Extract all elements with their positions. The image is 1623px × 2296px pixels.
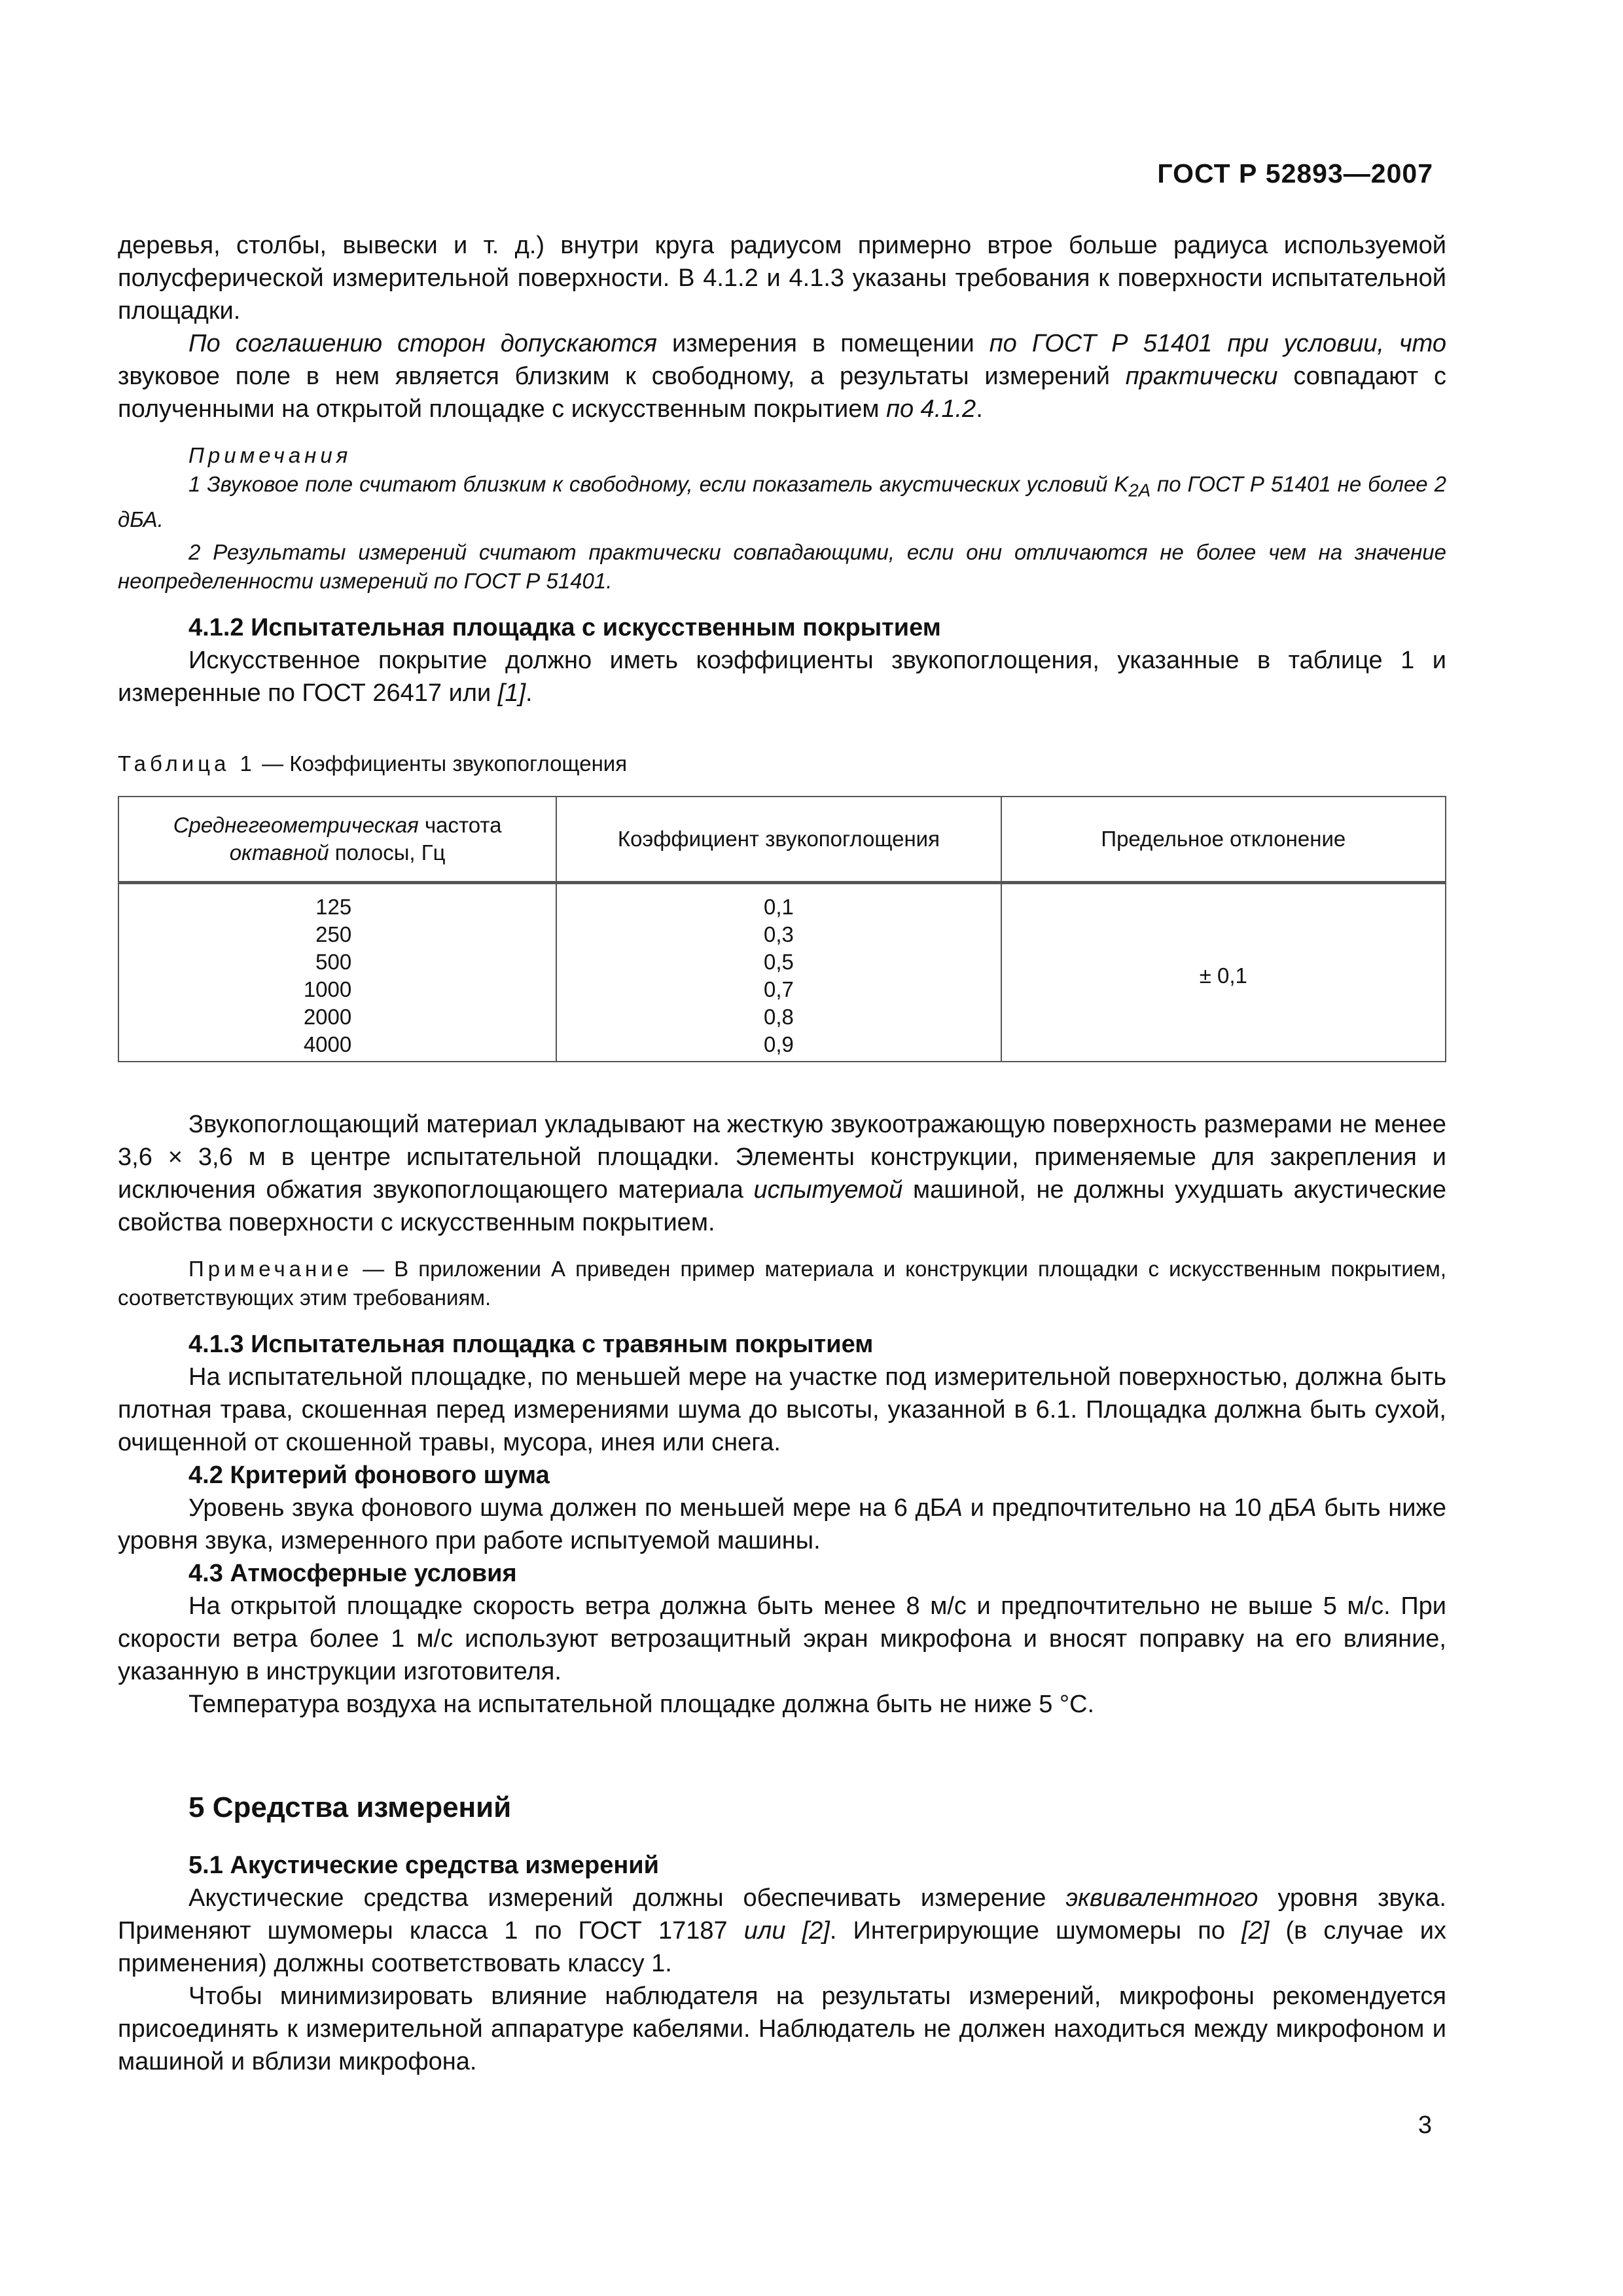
section-4-2-title: 4.2 Критерий фонового шума	[188, 1461, 550, 1489]
header-frequency: Среднегеометрическая частота октавной полосы, Гц	[118, 797, 556, 883]
notes-block	[118, 441, 1446, 596]
coefficient-value: 0,5	[763, 949, 794, 974]
section-4-3-text: На открытой площадке скорость ветра должна быть менее 8 м/с и предпочтительно не выше 5 м/с. При скорости ветра более 1 м/с используют ветрозащитный экран микрофона и вносят поправку на его влияние, указанную в инструкции изготовителя.	[118, 1592, 1446, 1685]
section-4-1-2-text: Искусственное покрытие должно иметь коэффициенты звукопоглощения, указанные в таблице 1 и измеренные по ГОСТ 26417 или [1].	[118, 646, 1446, 707]
note-appendix: Примечание — В приложении А приведен пример материала и конструкции площадки с искусственным покрытием, соответствующих этим требованиям.	[118, 1256, 1446, 1310]
deviation-cell: ± 0,1	[1001, 882, 1446, 1062]
coefficient-value: 0,8	[763, 1004, 794, 1029]
coefficient-value: 0,7	[763, 977, 794, 1001]
frequency-value: 1000	[303, 977, 352, 1001]
frequency-value: 2000	[303, 1004, 352, 1029]
section-4-1-3-title: 4.1.3 Испытательная площадка с травяным покрытием	[188, 1330, 874, 1358]
header-deviation: Предельное отклонение	[1001, 797, 1446, 883]
section-5-1-title: 5.1 Акустические средства измерений	[188, 1851, 659, 1879]
coefficient-value: 0,3	[763, 922, 794, 946]
coefficient-value: 0,1	[763, 894, 794, 919]
section-4-3-title: 4.3 Атмосферные условия	[188, 1559, 517, 1587]
frequency-value: 125	[315, 894, 352, 919]
frequency-value: 4000	[303, 1031, 352, 1056]
section-5-title: 5 Средства измерений	[188, 1791, 512, 1823]
page-body	[118, 229, 1446, 2078]
sound-absorption-table	[118, 796, 1446, 1062]
header-coefficient: Коэффициент звукопоглощения	[556, 797, 1001, 883]
frequency-value: 500	[315, 949, 352, 974]
section-4-1-2-title: 4.1.2 Испытательная площадка с искусственным покрытием	[188, 613, 941, 641]
section-5-1-text: Акустические средства измерений должны обеспечивать измерение эквивалентного уровня звука. Применяют шумомеры класса 1 по ГОСТ 17187 или [2]. Интегрирующие шумомеры по [2] (в случае их применения) должны соответствовать классу 1.	[118, 1884, 1446, 1977]
section-4-1-3-text: На испытательной площадке, по меньшей мере на участке под измерительной поверхностью, должна быть плотная трава, скошенная перед измерениями шума до высоты, указанной в 6.1. Площадка должна быть сухой, очищенной от скошенной травы, мусора, инея или снега.	[118, 1363, 1446, 1456]
frequency-cell	[118, 882, 556, 1062]
document-code: ГОСТ Р 52893—2007	[1157, 158, 1433, 188]
note-2: 2 Результаты измерений считают практически совпадающими, если они отличаются не более чем на значение неопределенности измерений по ГОСТ Р 51401.	[118, 539, 1446, 593]
note-1: 1 Звуковое поле считают близким к свободному, если показатель акустических условий $K_{2A}$ по ГОСТ Р 51401 не более 2 дБА.	[118, 472, 1446, 531]
intro-paragraph: деревья, столбы, вывески и т. д.) внутри круга радиусом примерно втрое больше радиуса используемой полусферической измерительной поверхности. В 4.1.2 и 4.1.3 указаны требования к поверхности испытательной площадки.	[118, 232, 1446, 325]
page-number: 3	[1418, 2111, 1432, 2139]
notes-heading: Примечания	[188, 443, 352, 467]
section-4-3-temperature: Температура воздуха на испытательной площадке должна быть не ниже 5 °С.	[188, 1690, 1095, 1718]
coefficient-cell	[556, 882, 1001, 1062]
coefficient-value: 0,9	[763, 1031, 794, 1056]
section-4-2-text: Уровень звука фонового шума должен по меньшей мере на 6 дБА и предпочтительно на 10 дБА быть ниже уровня звука, измеренного при работе испытуемой машины.	[118, 1494, 1446, 1554]
table-caption: Таблица 1 — Коэффициенты звукопоглощения	[118, 751, 628, 776]
frequency-value: 250	[315, 922, 352, 946]
agreement-paragraph: По соглашению сторон допускаются измерения в помещении по ГОСТ Р 51401 при условии, что звуковое поле в нем является близким к свободному, а результаты измерений практически совпадают с полученными на открытой площадке с искусственным покрытием по 4.1.2.	[118, 330, 1446, 423]
material-paragraph: Звукопоглощающий материал укладывают на жесткую звукоотражающую поверхность размерами не менее 3,6 × 3,6 м в центре испытательной площадки. Элементы конструкции, применяемые для закрепления и исключения обжатия звукопоглощающего материала испытуемой машиной, не должны ухудшать акустические свойства поверхности с искусственным покрытием.	[118, 1110, 1446, 1236]
section-5-1-observer: Чтобы минимизировать влияние наблюдателя на результаты измерений, микрофоны рекомендуется присоединять к измерительной аппаратуре кабелями. Наблюдатель не должен находиться между микрофоном и машиной и вблизи микрофона.	[118, 1982, 1446, 2075]
